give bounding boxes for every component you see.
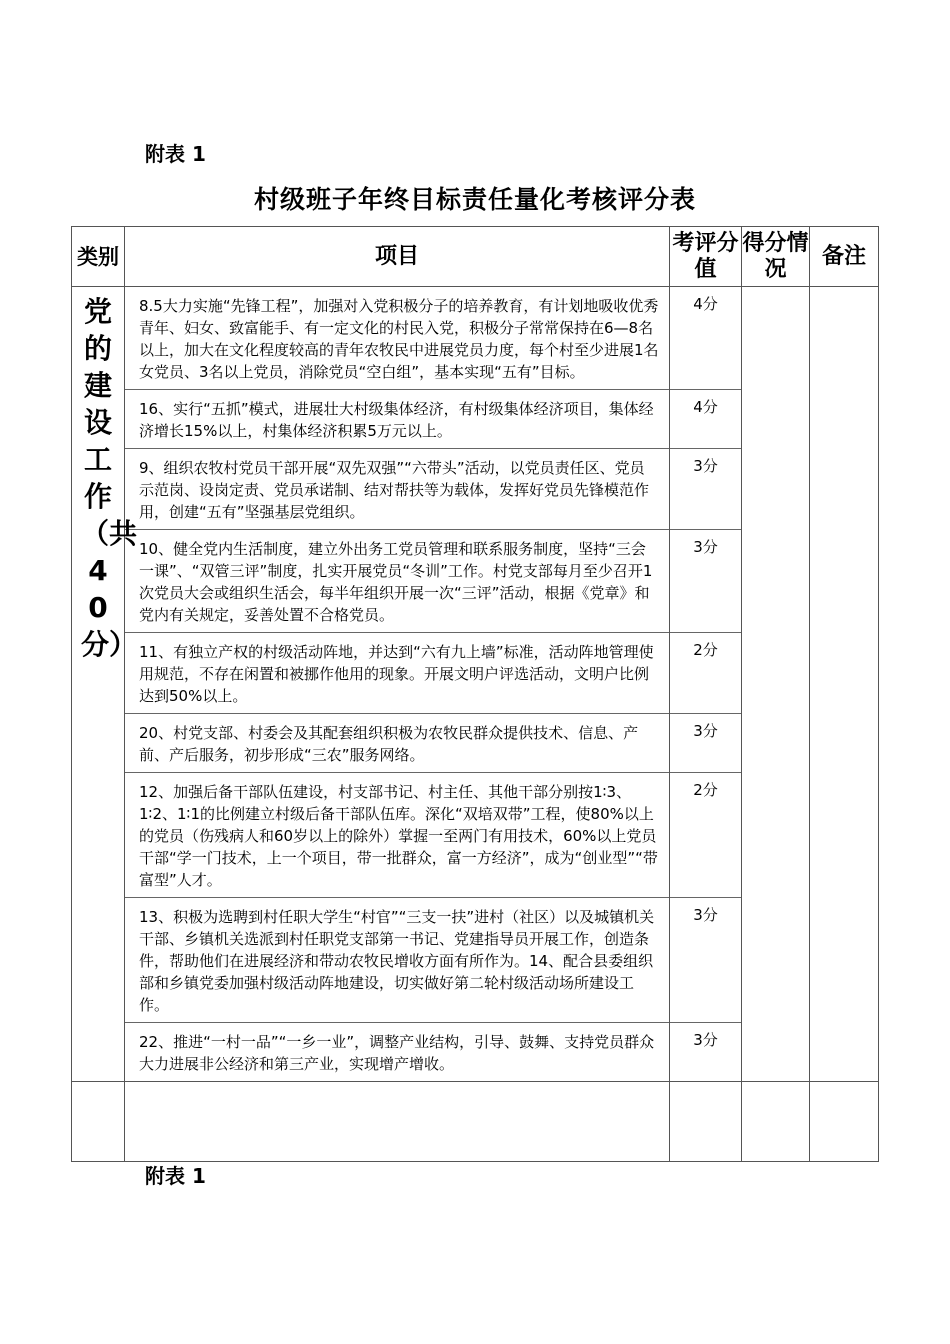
- remark-cell[interactable]: [810, 287, 879, 1082]
- footer-attachment-label: 附表 1: [145, 1164, 206, 1188]
- table-row-item: 13、积极为选聘到村任职大学生“村官”“三支一扶”进村（社区）以及城镇机关干部、乡镇机关选派到村任职党支部第一书记、党建指导员开展工作，创造条件，帮助他们在进展经济和带动农牧民增收方面有所作为。14、配合县委组织部和乡镇党委加强村级活动阵地建设，切实做好第二轮村级活动场所建设工作。: [125, 897, 669, 1022]
- score-value: 4分: [693, 295, 718, 313]
- empty-cell: [72, 1082, 125, 1162]
- score-value: 3分: [670, 897, 741, 1022]
- category-cell: [72, 287, 138, 1082]
- column-header-result: 得分情况: [742, 227, 810, 287]
- score-value: 4分: [670, 389, 741, 448]
- score-value: 3分: [670, 713, 741, 772]
- score-value: 2分: [670, 632, 741, 713]
- score-value: 3分: [670, 1022, 741, 1081]
- table-row-item: 16、实行“五抓”模式，进展壮大村级集体经济，有村级集体经济项目，集体经济增长15%以上，村集体经济积累5万元以上。: [125, 389, 669, 448]
- empty-cell: [670, 1082, 742, 1162]
- attachment-label: 附表 1: [145, 142, 206, 166]
- column-header-score: 考评分值: [670, 227, 742, 287]
- score-value: 3分: [670, 448, 741, 529]
- table-row-item: 10、健全党内生活制度，建立外出务工党员管理和联系服务制度，坚持“三会一课”、“双管三评”制度，扎实开展党员“冬训”工作。村党支部每月至少召开1次党员大会或组织生活会，每半年组织开展一次“三评”活动，根据《党章》和党内有关规定，妥善处置不合格党员。: [125, 529, 669, 632]
- category-label: 党的建设工作（共40分）: [81, 295, 138, 661]
- page-title: 村级班子年终目标责任量化考核评分表: [253, 185, 696, 214]
- column-header-category: 类别: [72, 227, 125, 287]
- score-value: 2分: [670, 772, 741, 897]
- table-body: [72, 287, 879, 1162]
- table-row-item: 20、村党支部、村委会及其配套组织积极为农牧民群众提供技术、信息、产前、产后服务，初步形成“三农”服务网络。: [125, 713, 669, 772]
- result-cell[interactable]: [742, 287, 810, 1082]
- column-header-remark: 备注: [810, 227, 879, 287]
- assessment-table: [71, 226, 879, 1162]
- empty-cell: [125, 1082, 670, 1162]
- item-cell: [125, 287, 670, 1082]
- table-row-item: 12、加强后备干部队伍建设，村支部书记、村主任、其他干部分别按1∶3、1∶2、1∶1的比例建立村级后备干部队伍库。深化“双培双带”工程，使80%以上的党员（伤残病人和60岁以上的除外）掌握一至两门有用技术，60%以上党员干部“学一门技术，上一个项目，带一批群众，富一方经济”，成为“创业型”“带富型”人才。: [125, 772, 669, 897]
- table-row-item: 11、有独立产权的村级活动阵地，并达到“六有九上墙”标准，活动阵地管理使用规范，不存在闲置和被挪作他用的现象。开展文明户评选活动，文明户比例达到50%以上。: [125, 632, 669, 713]
- table-row-item: 8.5大力实施“先锋工程”，加强对入党积极分子的培养教育，有计划地吸收优秀青年、妇女、致富能手、有一定文化的村民入党，积极分子常常保持在6—8名以上，加大在文化程度较高的青年农牧民中进展党员力度，每个村至少进展1名女党员、3名以上党员，消除党员“空白组”，基本实现“五有”目标。: [139, 297, 659, 381]
- table-row-item: 9、组织农牧村党员干部开展“双先双强”“六带头”活动，以党员责任区、党员示范岗、设岗定责、党员承诺制、结对帮扶等为载体，发挥好党员先锋模范作用，创建“五有”坚强基层党组织。: [125, 448, 669, 529]
- column-header-item: 项目: [125, 227, 670, 287]
- empty-cell[interactable]: [810, 1082, 879, 1162]
- score-value: 3分: [670, 529, 741, 632]
- empty-cell[interactable]: [742, 1082, 810, 1162]
- table-row-item: 22、推进“一村一品”“一乡一业”，调整产业结构，引导、鼓舞、支持党员群众大力进展非公经济和第三产业，实现增产增收。: [125, 1022, 669, 1081]
- score-cell: [670, 287, 742, 1082]
